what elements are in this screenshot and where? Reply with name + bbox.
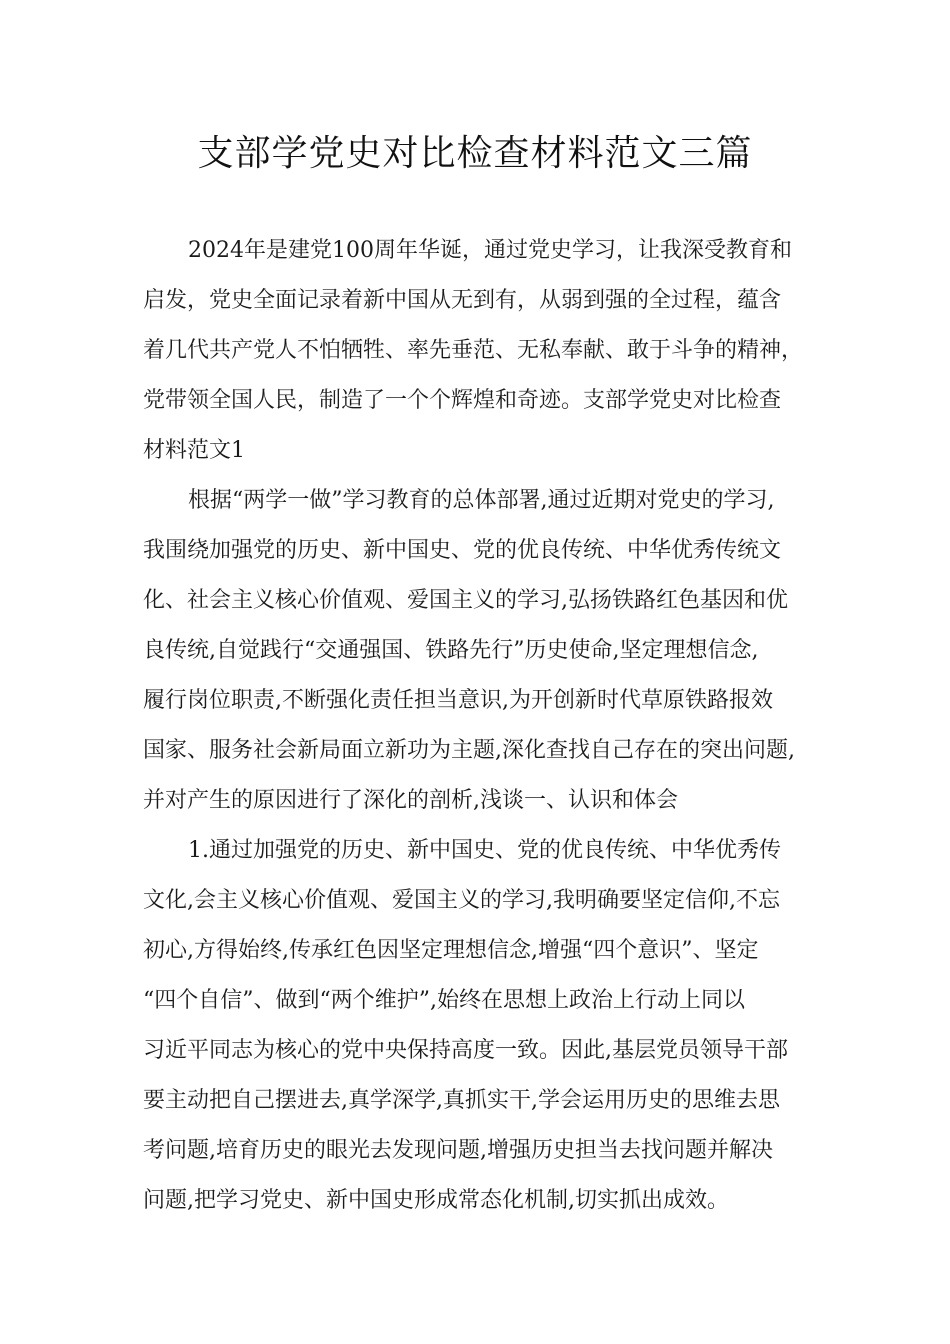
paragraph-1-line-4: 党带领全国人民，制造了一个个辉煌和奇迹。支部学党史对比检查	[143, 388, 782, 413]
paragraph-3-line-7: 考问题,培育历史的眼光去发现问题,增强历史担当去找问题并解决	[143, 1138, 773, 1163]
paragraph-2-line-4: 良传统,自觉践行“交通强国、铁路先行”历史使命,坚定理想信念,	[143, 638, 759, 663]
paragraph-2-line-2: 我围绕加强党的历史、新中国史、党的优良传统、中华优秀传统文	[143, 538, 782, 563]
paragraph-2-line-3: 化、社会主义核心价值观、爱国主义的学习,弘扬铁路红色基因和优	[143, 588, 788, 613]
paragraph-2-line-5: 履行岗位职责,不断强化责任担当意识,为开创新时代草原铁路报效	[143, 688, 773, 713]
paragraph-3-line-5: 习近平同志为核心的党中央保持高度一致。因此,基层党员领导干部	[143, 1038, 788, 1063]
paragraph-1-line-5: 材料范文1	[143, 438, 245, 463]
paragraph-3-line-4: “四个自信”、做到“两个维护”,始终在思想上政治上行动上同以	[143, 988, 745, 1013]
paragraph-1-line-3: 着几代共产党人不怕牺牲、率先垂范、无私奉献、敢于斗争的精神，	[143, 338, 804, 363]
page-title: 支部学党史对比检查材料范文三篇	[197, 133, 753, 174]
paragraph-3-line-6: 要主动把自己摆进去,真学深学,真抓实干,学会运用历史的思维去思	[143, 1088, 780, 1113]
paragraph-2-line-7: 并对产生的原因进行了深化的剖析,浅谈一、认识和体会	[143, 788, 678, 813]
paragraph-3-line-3: 初心,方得始终,传承红色因坚定理想信念,增强“四个意识”、坚定	[143, 938, 759, 963]
paragraph-2-line-1: 根据“两学一做”学习教育的总体部署,通过近期对党史的学习,	[188, 488, 775, 513]
paragraph-3-line-1: 1.通过加强党的历史、新中国史、党的优良传统、中华优秀传	[188, 838, 781, 863]
paragraph-3-line-8: 问题,把学习党史、新中国史形成常态化机制,切实抓出成效。	[143, 1188, 729, 1213]
paragraph-1-line-1: 2024年是建党100周年华诞，通过党史学习，让我深受教育和	[188, 238, 792, 263]
paragraph-2-line-6: 国家、服务社会新局面立新功为主题,深化查找自己存在的突出问题,	[143, 738, 795, 763]
paragraph-1-line-2: 启发，党史全面记录着新中国从无到有，从弱到强的全过程，蕴含	[143, 288, 782, 313]
paragraph-3-line-2: 文化,会主义核心价值观、爱国主义的学习,我明确要坚定信仰,不忘	[143, 888, 780, 913]
